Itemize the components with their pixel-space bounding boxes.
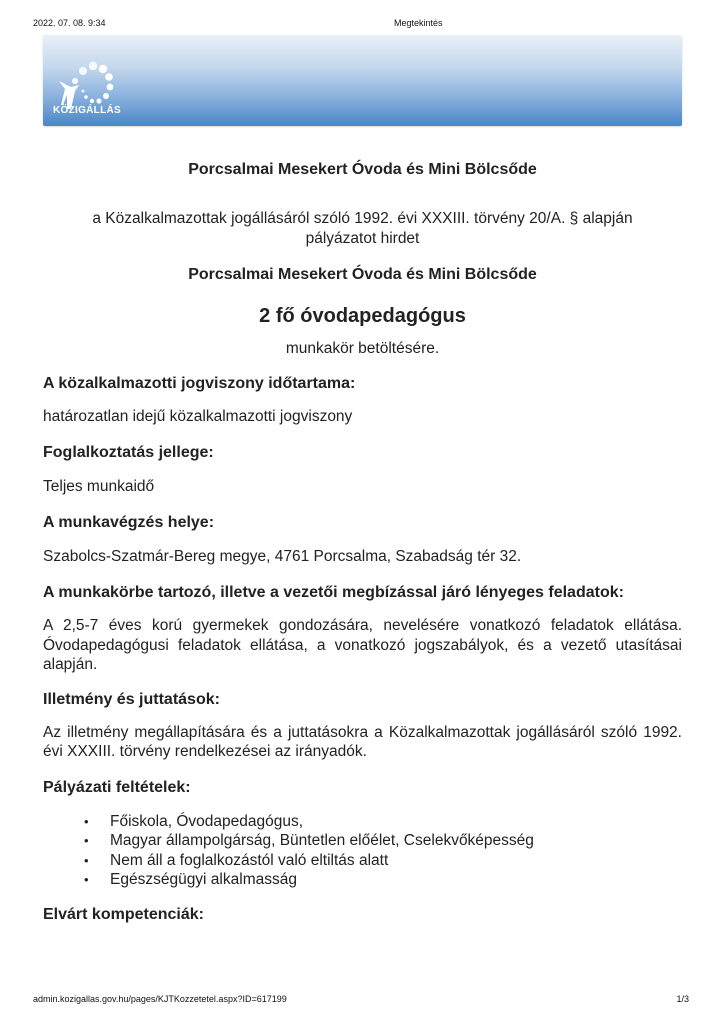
page-url: admin.kozigallas.gov.hu/pages/KJTKozzetetel.aspx?ID=617199 — [33, 994, 287, 1004]
section-text: Teljes munkaidő — [43, 478, 155, 495]
section-heading: Foglalkoztatás jellege: — [43, 444, 214, 461]
section-heading: Pályázati feltételek: — [43, 778, 191, 796]
list-item: • Magyar állampolgárság, Büntetlen előélet, Cselekvőképesség — [110, 831, 682, 851]
print-datetime: 2022. 07. 08. 9:34 — [33, 18, 106, 28]
employer: Porcsalmai Mesekert Óvoda és Mini Bölcsőde — [188, 266, 537, 283]
employer-top: Porcsalmai Mesekert Óvoda és Mini Bölcsőde — [188, 161, 537, 178]
list-item: • Főiskola, Óvodapedagógus, — [110, 812, 682, 832]
requirements-list — [43, 812, 682, 890]
legal-basis-line2: pályázatot hirdet — [305, 230, 420, 247]
section-duration — [43, 375, 682, 427]
section-employment-type — [43, 444, 682, 497]
section-duties — [43, 584, 682, 675]
section-salary — [43, 691, 682, 762]
print-title: Megtekintés — [394, 18, 443, 28]
section-competencies — [43, 906, 682, 924]
kozigallas-banner — [43, 35, 682, 126]
section-workplace — [43, 514, 682, 567]
section-requirements — [43, 779, 682, 890]
section-heading: A közalkalmazotti jogviszony időtartama: — [43, 375, 356, 392]
position-suffix: munkakör betöltésére. — [285, 340, 440, 357]
logo-text: KÖZIGÁLLÁS — [53, 105, 121, 116]
section-text: A 2,5-7 éves korú gyermekek gondozására, nevelésére vonatkozó feladatok ellátása. Óvodapedagógusi feladatok ellátása, a vonatkozó jogszabályok, és a vezető utasításai alapján. — [43, 617, 682, 673]
job-posting — [43, 150, 682, 924]
section-text: Az illetmény megállapítására és a juttatásokra a Közalkalmazottak jogállásáról szóló 1992. évi XXXIII. törvény rendelkezései az irányadók. — [43, 723, 682, 760]
section-heading: A munkakörbe tartozó, illetve a vezetői megbízással járó lényeges feladatok: — [43, 584, 624, 601]
page-number: 1/3 — [676, 994, 689, 1004]
section-heading: Illetmény és juttatások: — [43, 690, 220, 708]
section-heading: Elvárt kompetenciák: — [43, 905, 204, 923]
position-title: 2 fő óvodapedagógus — [259, 305, 466, 327]
legal-basis — [43, 209, 682, 249]
list-item: • Nem áll a foglalkozástól való eltiltás alatt — [110, 851, 682, 871]
list-item: • Egészségügyi alkalmasság — [110, 870, 682, 890]
section-heading: A munkavégzés helye: — [43, 514, 215, 531]
section-text: határozatlan idejű közalkalmazotti jogviszony — [43, 408, 353, 425]
section-text: Szabolcs-Szatmár-Bereg megye, 4761 Porcsalma, Szabadság tér 32. — [43, 548, 522, 565]
legal-basis-line1: a Közalkalmazottak jogállásáról szóló 1992. évi XXXIII. törvény 20/A. § alapján — [92, 210, 633, 227]
